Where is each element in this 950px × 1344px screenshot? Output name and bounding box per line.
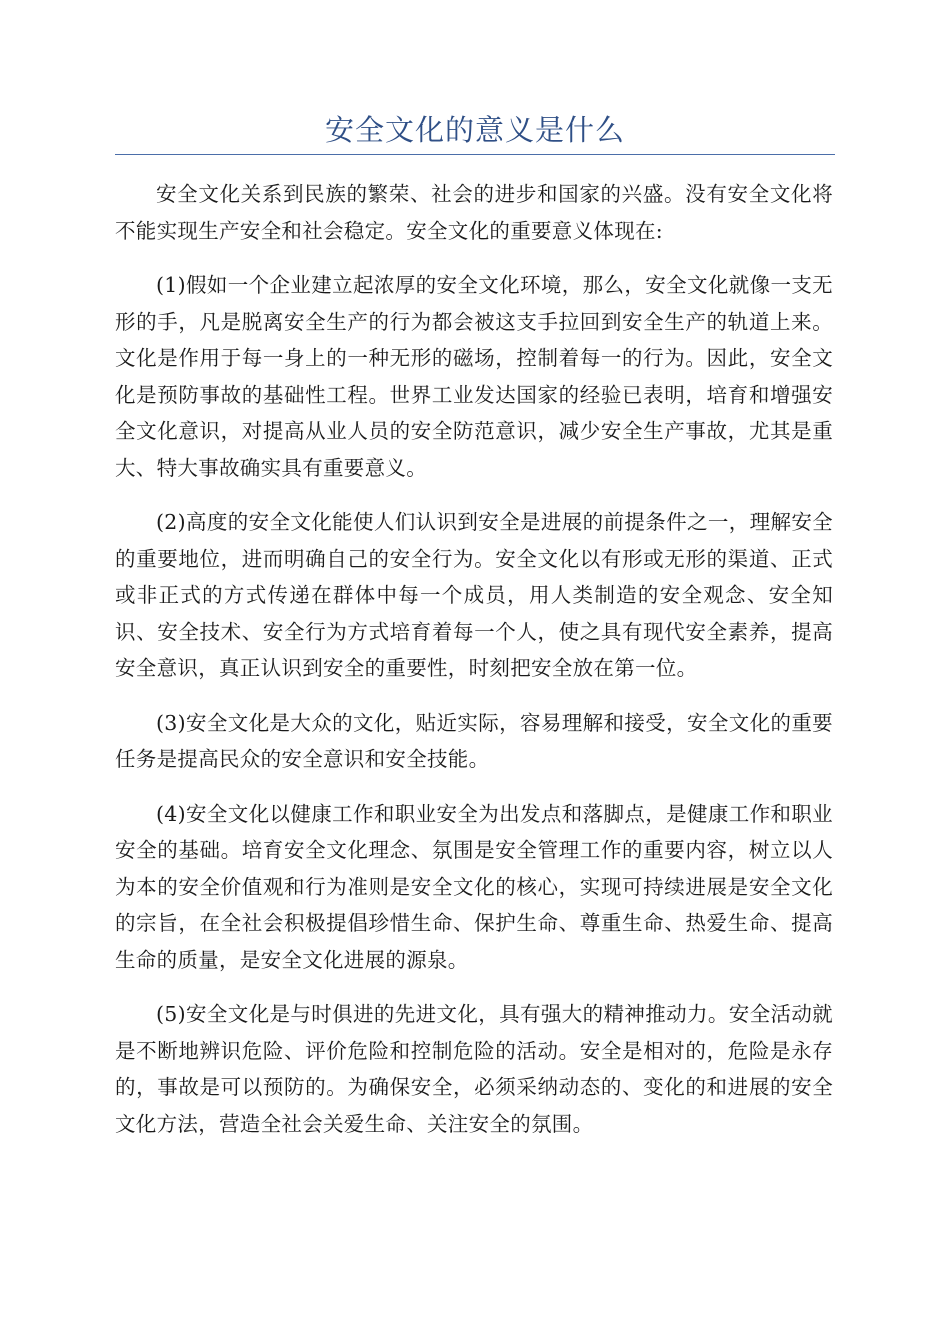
- paragraph-intro: 安全文化关系到民族的繁荣、社会的进步和国家的兴盛。没有安全文化将不能实现生产安全和社会稳定。安全文化的重要意义体现在:: [115, 182, 833, 243]
- document-title: 安全文化的意义是什么: [324, 113, 625, 147]
- paragraph-3: (3)安全文化是大众的文化，贴近实际，容易理解和接受，安全文化的重要任务是提高民众的安全意识和安全技能。: [115, 710, 833, 771]
- title-underline: [115, 154, 835, 155]
- document-body: [115, 176, 833, 1160]
- paragraph-5: (5)安全文化是与时俱进的先进文化，具有强大的精神推动力。安全活动就是不断地辨识危险、评价危险和控制危险的活动。安全是相对的，危险是永存的，事故是可以预防的。为确保安全，必须采纳动态的、变化的和进展的安全文化方法，营造全社会关爱生命、关注安全的氛围。: [115, 1002, 833, 1136]
- paragraph-1: (1)假如一个企业建立起浓厚的安全文化环境，那么，安全文化就像一支无形的手，凡是脱离安全生产的行为都会被这支手拉回到安全生产的轨道上来。文化是作用于每一身上的一种无形的磁场，控制着每一的行为。因此，安全文化是预防事故的基础性工程。世界工业发达国家的经验已表明，培育和增强安全文化意识，对提高从业人员的安全防范意识，减少安全生产事故，尤其是重大、特大事故确实具有重要意义。: [115, 273, 833, 480]
- paragraph-4: (4)安全文化以健康工作和职业安全为出发点和落脚点，是健康工作和职业安全的基础。培育安全文化理念、氛围是安全管理工作的重要内容，树立以人为本的安全价值观和行为准则是安全文化的核心，实现可持续进展是安全文化的宗旨，在全社会积极提倡珍惜生命、保护生命、尊重生命、热爱生命、提高生命的质量，是安全文化进展的源泉。: [115, 801, 833, 972]
- paragraph-2: (2)高度的安全文化能使人们认识到安全是进展的前提条件之一，理解安全的重要地位，进而明确自己的安全行为。安全文化以有形或无形的渠道、正式或非正式的方式传递在群体中每一个成员，用人类制造的安全观念、安全知识、安全技术、安全行为方式培育着每一个人，使之具有现代安全素养，提高安全意识，真正认识到安全的重要性，时刻把安全放在第一位。: [115, 510, 833, 680]
